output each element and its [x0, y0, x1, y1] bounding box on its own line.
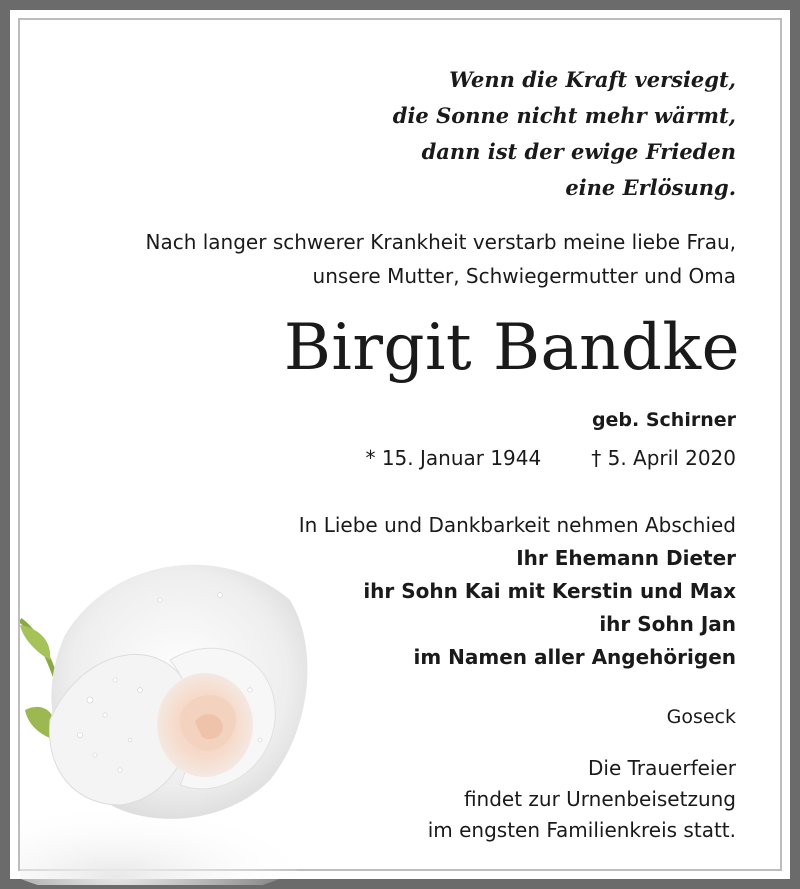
mourners-intro: In Liebe und Dankbarkeit nehmen Abschied: [298, 513, 736, 537]
intro-line: Nach langer schwerer Krankheit verstarb meine liebe Frau,: [145, 230, 736, 254]
verse-line: die Sonne nicht mehr wärmt,: [392, 103, 736, 128]
notice-inner-border: [18, 18, 782, 871]
place-name: Goseck: [666, 706, 736, 728]
life-dates: [365, 442, 736, 474]
service-line: Die Trauerfeier: [587, 756, 736, 780]
verse-line: Wenn die Kraft versiegt,: [449, 67, 736, 92]
mourner-line: Ihr Ehemann Dieter: [516, 546, 736, 570]
intro-line: unsere Mutter, Schwiegermutter und Oma: [312, 264, 736, 288]
mourner-line: ihr Sohn Kai mit Kerstin und Max: [363, 579, 736, 603]
verse-line: dann ist der ewige Frieden: [421, 139, 736, 164]
service-line: findet zur Urnenbeisetzung: [463, 787, 736, 811]
maiden-name: geb. Schirner: [591, 409, 736, 431]
mourners-block: [299, 509, 736, 674]
mourner-line: ihr Sohn Jan: [599, 612, 736, 636]
service-line: im engsten Familienkreis statt.: [427, 818, 736, 842]
funeral-service-note: [428, 753, 736, 846]
birth-date: * 15. Januar 1944: [365, 446, 542, 470]
deceased-name: Birgit Bandke: [283, 311, 740, 385]
mourner-line: im Namen aller Angehörigen: [413, 645, 736, 669]
white-rose-icon: [20, 540, 320, 885]
death-date: † 5. April 2020: [591, 446, 736, 470]
death-announcement-text: [146, 225, 737, 293]
verse-line: eine Erlösung.: [565, 175, 736, 200]
memorial-verse: [393, 62, 736, 206]
